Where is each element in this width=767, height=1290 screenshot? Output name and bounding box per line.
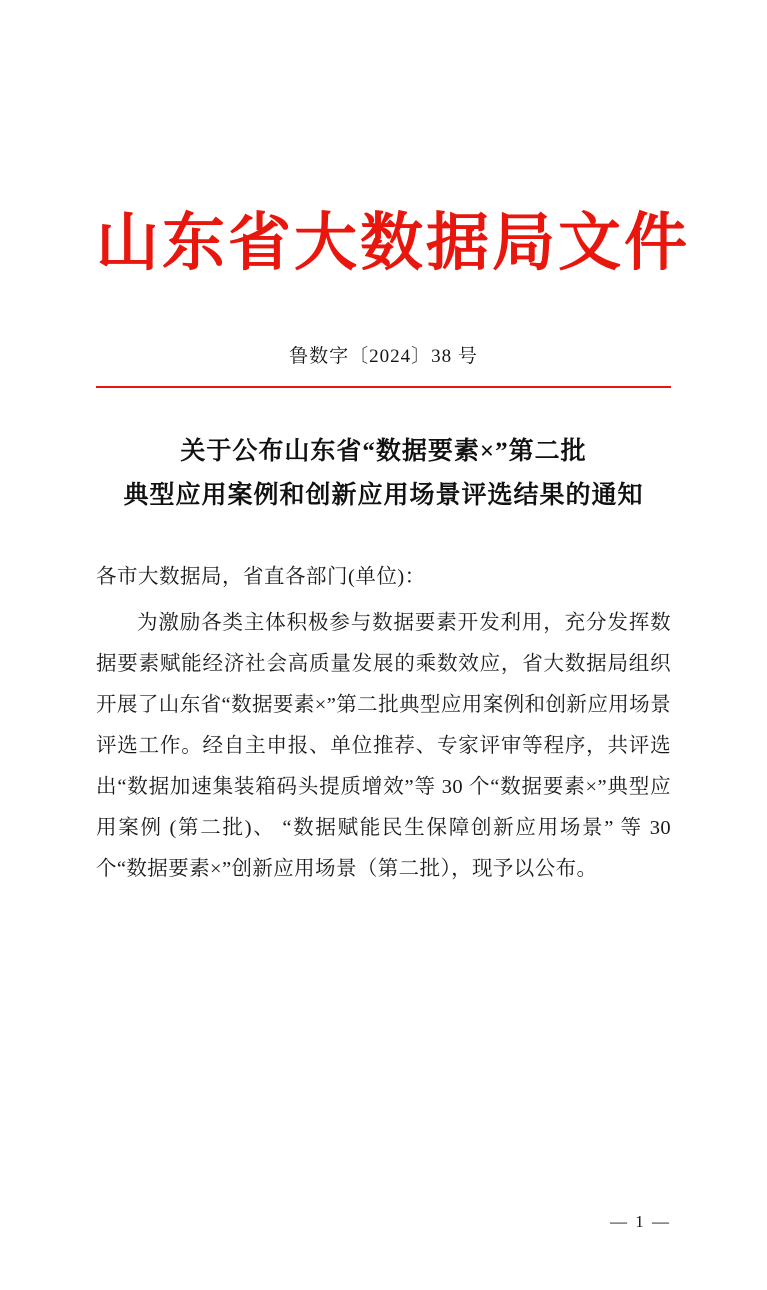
salutation: 各市大数据局，省直各部门(单位)：: [96, 565, 426, 588]
page-number: — 1 —: [610, 1212, 671, 1231]
body-paragraph-1: 为激励各类主体积极参与数据要素开发利用，充分发挥数据要素赋能经济社会高质量发展的乘数效应，省大数据局组织开展了山东省“数据要素×”第二批典型应用案例和创新应用场景评选工作。经自主申报、单位推荐、专家评审等程序，共评选出“数据加速集装箱码头提质增效”等 30 个“数据要素×”典型应用案例 (第二批)、 “数据赋能民生保障创新应用场景” 等 30 个“数据要素×”创新应用场景（第二批），现予以公布。: [96, 611, 671, 880]
red-divider-rule: [96, 386, 671, 388]
document-masthead: 山东省大数据局文件: [96, 205, 690, 279]
document-page: [0, 205, 767, 1290]
page-title-line-2: 典型应用案例和创新应用场景评选结果的通知: [123, 482, 644, 510]
page-title-line-1: 关于公布山东省“数据要素×”第二批: [180, 438, 587, 466]
document-number: 鲁数字〔2024〕38 号: [289, 346, 478, 368]
page-title: [96, 430, 671, 518]
